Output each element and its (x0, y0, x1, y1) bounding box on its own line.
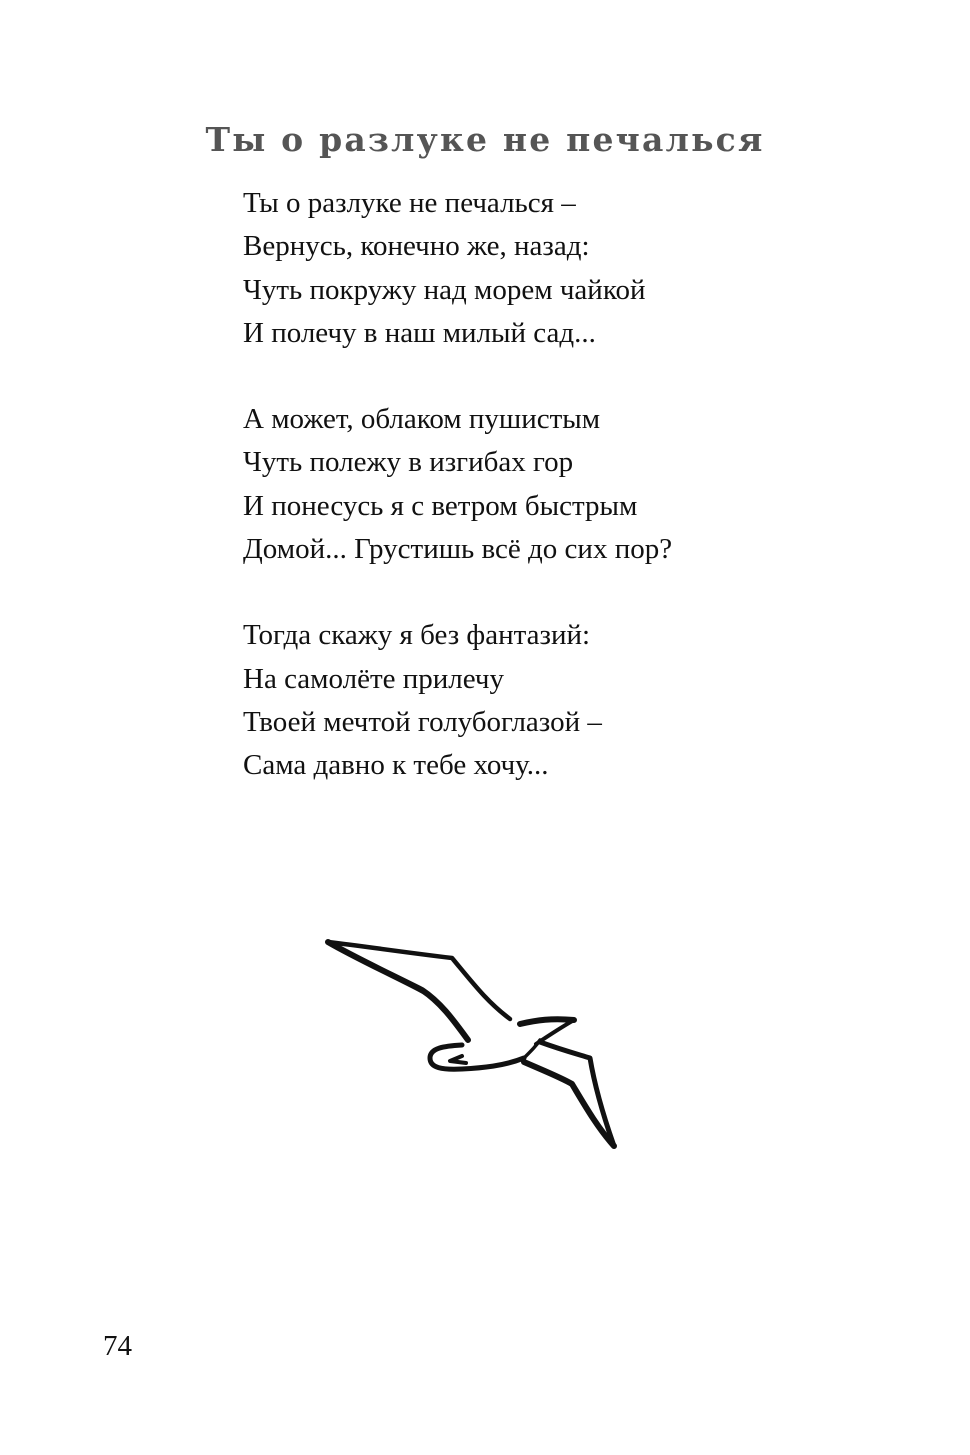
seagull-sketch-icon (322, 932, 627, 1157)
poem-line: Тогда скажу я без фантазий: (243, 619, 591, 652)
stanza-3 (243, 614, 803, 787)
page-number: 74 (103, 1330, 132, 1362)
poem-line: И понесусь я с ветром быстрым (243, 489, 638, 522)
stanza-1 (243, 182, 803, 355)
poem-line: Домой... Грустишь всё до сих пор? (243, 533, 673, 566)
poem-line: Чуть полежу в изгибах гор (243, 446, 574, 479)
poem-line: И полечу в наш милый сад... (243, 316, 596, 349)
poem-body (243, 182, 803, 831)
poem-line: На самолёте прилечу (243, 662, 505, 695)
poem-line: Твоей мечтой голубоглазой – (243, 705, 602, 738)
poem-line: Вернусь, конечно же, назад: (243, 230, 590, 263)
poem-line: Сама давно к тебе хочу... (243, 749, 549, 782)
poem-line: Ты о разлуке не печалься – (243, 187, 576, 219)
stanza-2 (243, 398, 803, 571)
poem-line: А может, облаком пушистым (243, 403, 601, 436)
poem-line: Чуть покружу над морем чайкой (243, 273, 646, 306)
page-title: Ты о разлуке не печалься (205, 120, 765, 160)
